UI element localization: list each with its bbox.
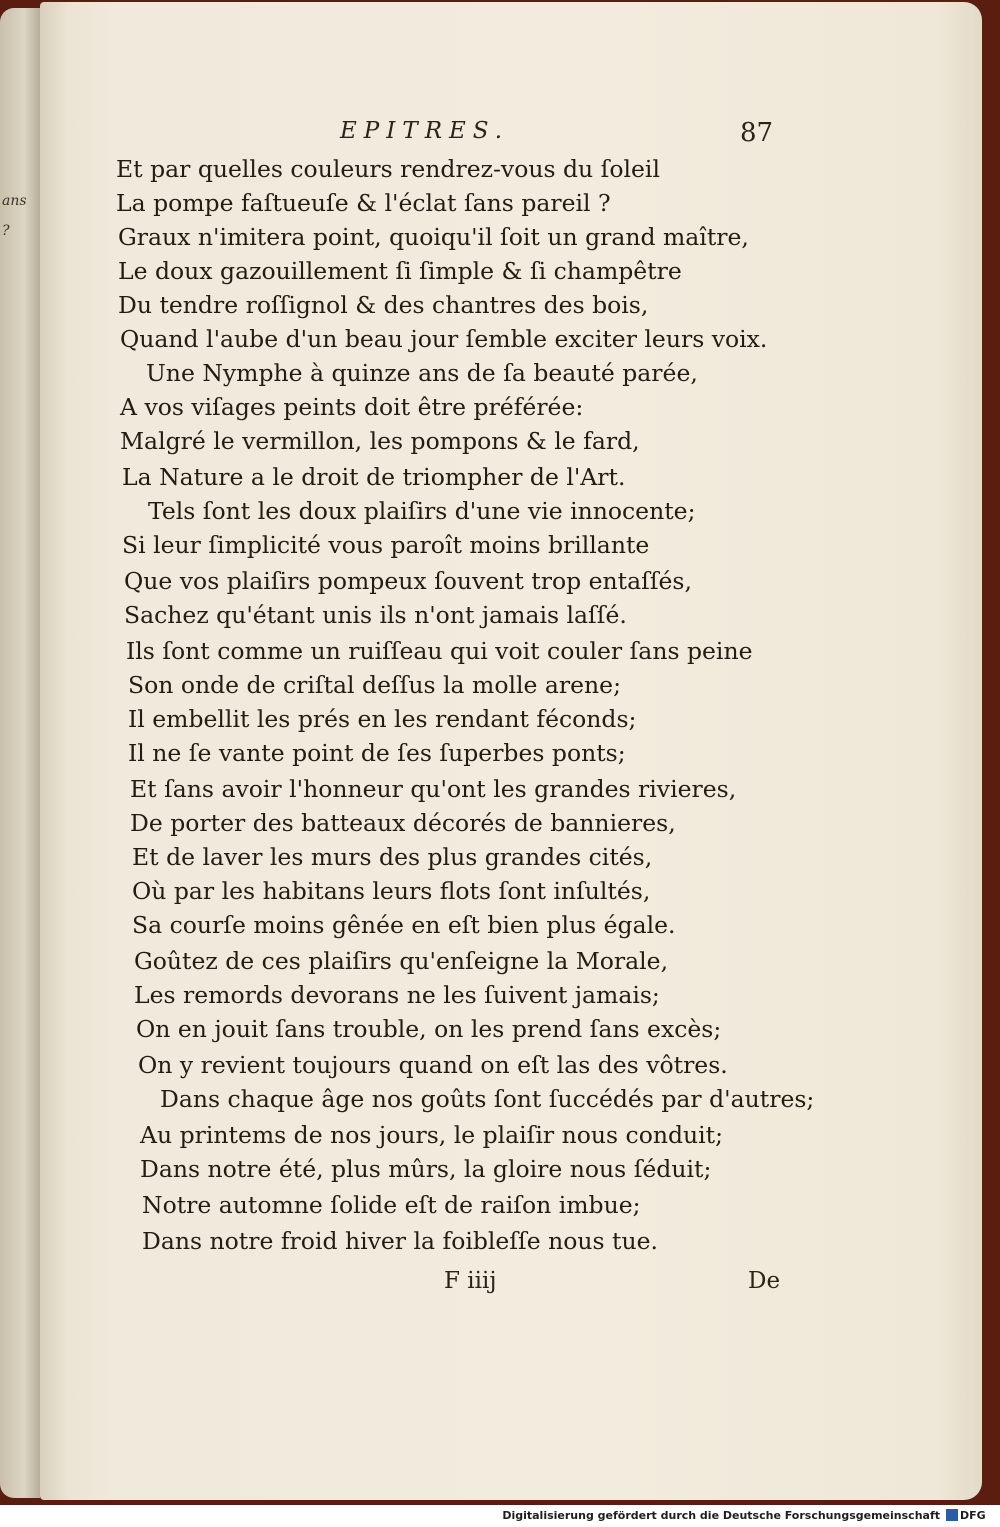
verse-line: Sachez qu'étant unis ils n'ont jamais laſſé.	[124, 601, 627, 629]
verse-line: Et par quelles couleurs rendrez-vous du ſoleil	[116, 155, 660, 183]
verse-line: Et de laver les murs des plus grandes cités,	[132, 843, 653, 871]
verse-line: On y revient toujours quand on eſt las des vôtres.	[138, 1051, 728, 1079]
dfg-logo-text: DFG	[960, 1508, 986, 1522]
footer-bar	[0, 1505, 1000, 1527]
margin-fragment-1: ans	[2, 193, 27, 209]
verse-line: Le doux gazouillement ſi ſimple & ſi champêtre	[118, 257, 682, 285]
verse-line: Les remords devorans ne les ſuivent jamais;	[134, 981, 660, 1009]
verse-line: Son onde de criſtal deſſus la molle arene;	[128, 671, 621, 699]
verse-line: Dans notre froid hiver la foibleſſe nous tue.	[142, 1227, 659, 1255]
margin-fragment-2: ?	[2, 223, 10, 239]
verse-line: Notre automne ſolide eſt de raiſon imbue;	[142, 1191, 641, 1219]
verse-line: Que vos plaiſirs pompeux ſouvent trop entaſſés,	[124, 567, 692, 595]
verse-line: On en jouit ſans trouble, on les prend ſans excès;	[136, 1015, 722, 1043]
verse-line: Une Nymphe à quinze ans de ſa beauté parée,	[146, 359, 698, 387]
verse-line: Au printems de nos jours, le plaiſir nous conduit;	[140, 1121, 724, 1149]
verse-line: Sa courſe moins gênée en eſt bien plus égale.	[132, 911, 676, 939]
verse-line: Goûtez de ces plaiſirs qu'enſeigne la Morale,	[134, 947, 669, 975]
verse-line: Dans chaque âge nos goûts ſont ſuccédés par d'autres;	[160, 1085, 815, 1113]
signature-mark: F iiij	[444, 1268, 497, 1294]
verse-line: Si leur ſimplicité vous paroît moins brillante	[122, 531, 650, 559]
verse-line: Malgré le vermillon, les pompons & le fard,	[120, 427, 640, 455]
dfg-credit: Digitalisierung gefördert durch die Deutsche Forschungsgemeinschaft	[502, 1509, 940, 1522]
verse-line: Tels ſont les doux plaiſirs d'une vie innocente;	[148, 497, 696, 525]
verse-line: La pompe faſtueuſe & l'éclat ſans pareil ?	[116, 189, 611, 217]
verse-line: Graux n'imitera point, quoiqu'il ſoit un grand maître,	[118, 223, 749, 251]
verse-line: Ils ſont comme un ruiſſeau qui voit couler ſans peine	[126, 637, 753, 665]
facing-page-edge	[0, 8, 40, 1498]
verse-line: Il ne ſe vante point de ſes ſuperbes ponts;	[128, 739, 626, 767]
running-head: EPITRES.	[340, 118, 510, 144]
verse-line: Et ſans avoir l'honneur qu'ont les grandes rivieres,	[130, 775, 737, 803]
verse-line: Quand l'aube d'un beau jour ſemble exciter leurs voix.	[120, 325, 768, 353]
verse-line: A vos viſages peints doit être préférée:	[120, 393, 584, 421]
dfg-logo-icon	[946, 1509, 958, 1521]
verse-line: La Nature a le droit de triompher de l'Art.	[122, 463, 626, 491]
catchword: De	[748, 1268, 781, 1294]
dfg-logo	[946, 1508, 994, 1522]
verse-line: Où par les habitans leurs flots ſont inſultés,	[132, 877, 651, 905]
verse-line: Du tendre roſſignol & des chantres des bois,	[118, 291, 649, 319]
verse-line: De porter des batteaux décorés de bannieres,	[130, 809, 676, 837]
verse-line: Dans notre été, plus mûrs, la gloire nous ſéduit;	[140, 1155, 712, 1183]
page-number: 87	[740, 118, 774, 148]
verse-line: Il embellit les prés en les rendant féconds;	[128, 705, 637, 733]
